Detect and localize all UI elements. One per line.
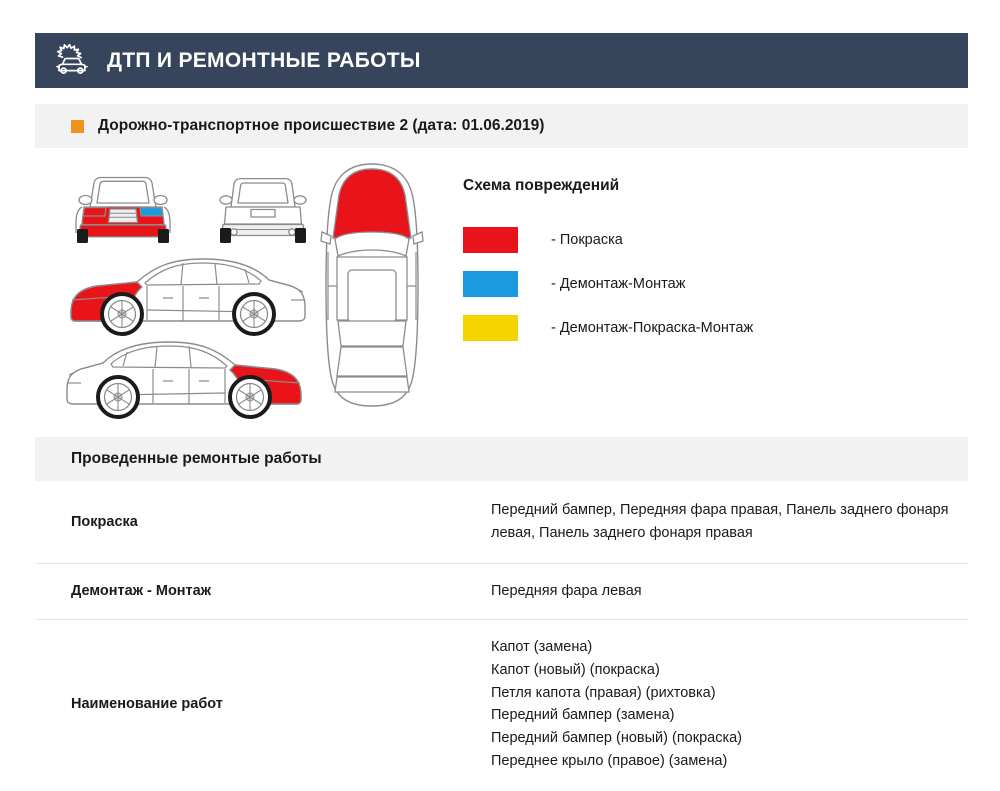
work-label-work-names: Наименование работ <box>71 696 223 713</box>
legend-title: Схема повреждений <box>463 177 620 194</box>
list-item: Петля капота (правая) (рихтовка) <box>491 684 716 701</box>
table-row <box>35 481 968 563</box>
list-item: Передний бампер (замена) <box>491 707 675 724</box>
car-views-group <box>35 155 455 425</box>
performed-works-title: Проведенные ремонтые работы <box>35 437 968 481</box>
car-front-view <box>60 167 186 245</box>
list-item: Переднее крыло (правое) (замена) <box>491 753 728 770</box>
performed-works-section <box>35 437 968 791</box>
list-item: Капот (новый) (покраска) <box>491 661 660 678</box>
work-label-dismount-mount: Демонтаж - Монтаж <box>71 583 212 600</box>
car-right-side-view <box>57 333 309 419</box>
damage-diagram-area <box>35 155 968 425</box>
work-value-paint: Передний бампер, Передняя фара правая, Панель заднего фонаря левая, Панель заднего фонаря правая <box>491 502 949 541</box>
list-item: Капот (замена) <box>491 638 593 655</box>
legend-item-paint <box>463 218 963 262</box>
car-left-side-view <box>63 250 311 336</box>
work-label-paint: Покраска <box>71 513 138 530</box>
car-top-view <box>317 160 427 410</box>
legend-swatch-blue <box>463 271 518 297</box>
performed-works-table <box>35 481 968 791</box>
table-row <box>35 563 968 619</box>
car-rear-view <box>207 167 319 245</box>
car-crash-icon <box>35 44 107 78</box>
work-value-work-names <box>491 619 968 791</box>
page-header <box>35 33 968 88</box>
work-value-dismount-mount: Передняя фара левая <box>491 582 642 599</box>
table-row <box>35 619 968 791</box>
legend-item-dismount-mount <box>463 262 963 306</box>
incident-subtitle: Дорожно-транспортное происшествие 2 (дата: 01.06.2019) <box>98 117 545 134</box>
legend-swatch-yellow <box>463 315 518 341</box>
incident-subtitle-bar <box>35 104 968 148</box>
page-title: ДТП И РЕМОНТНЫЕ РАБОТЫ <box>107 48 421 72</box>
legend-label-paint: - Покраска <box>551 232 623 248</box>
legend-swatch-red <box>463 227 518 253</box>
legend-label-dismount-mount: - Демонтаж-Монтаж <box>551 276 686 292</box>
list-item: Передний бампер (новый) (покраска) <box>491 730 743 747</box>
damage-scheme-legend <box>463 177 963 350</box>
legend-label-dismount-paint-mount: - Демонтаж-Покраска-Монтаж <box>551 320 754 336</box>
bullet-square-icon <box>71 120 84 133</box>
legend-item-dismount-paint-mount <box>463 306 963 350</box>
